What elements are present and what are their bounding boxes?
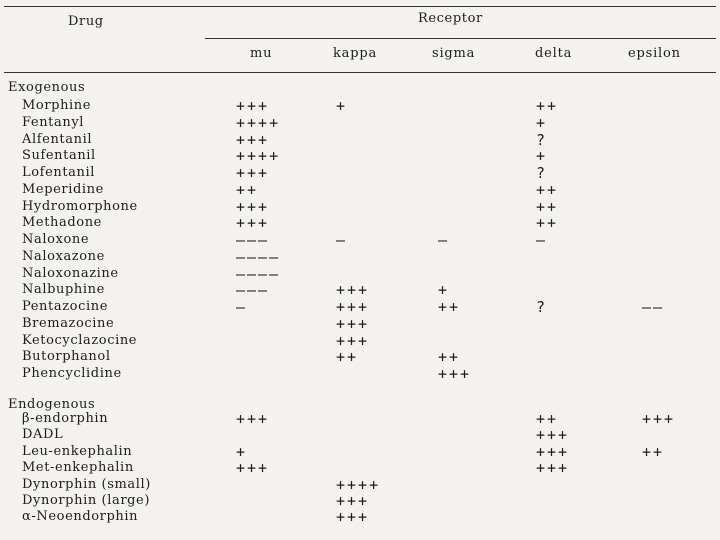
column-header-delta: delta: [535, 46, 573, 61]
cell-delta: +++: [536, 459, 570, 478]
table-row: [0, 98, 720, 115]
drug-name: Met-enkephalin: [22, 460, 134, 476]
drug-name: Bremazocine: [22, 315, 115, 331]
cell-delta: ++: [536, 180, 559, 199]
table-row: [0, 199, 720, 216]
cell-mu: ————: [236, 247, 281, 266]
cell-mu: +++: [236, 164, 270, 182]
cell-epsilon: ——: [642, 298, 665, 316]
drug-name: Fentanyl: [22, 114, 85, 130]
cell-delta: ?: [536, 164, 548, 182]
table-row: [0, 349, 720, 366]
drug-name: Nalbuphine: [22, 282, 105, 298]
cell-kappa: —: [336, 231, 348, 249]
drug-name: Naloxazone: [22, 248, 105, 264]
cell-sigma: ++: [438, 348, 461, 367]
cell-kappa: +++: [336, 281, 370, 300]
cell-mu: —: [236, 298, 248, 316]
drug-name: Naloxonazine: [22, 265, 119, 281]
section-title: Endogenous: [8, 397, 96, 412]
drug-name: Hydromorphone: [22, 198, 138, 214]
cell-mu: +++: [236, 97, 270, 115]
drug-name: Dynorphin (small): [22, 476, 151, 492]
table-row: [0, 165, 720, 182]
table-row: [0, 182, 720, 199]
cell-kappa: +++: [336, 298, 370, 316]
table-row: [0, 299, 720, 316]
cell-sigma: —: [438, 231, 450, 249]
cell-delta: ++: [536, 197, 559, 216]
table-row: [0, 366, 720, 383]
cell-kappa: +: [336, 97, 348, 115]
cell-kappa: +++: [336, 331, 370, 350]
cell-mu: ———: [236, 281, 270, 300]
top-rule: [4, 6, 716, 7]
drug-name: Meperidine: [22, 181, 104, 197]
cell-delta: +++: [536, 426, 570, 445]
drug-name: Ketocyclazocine: [22, 332, 138, 348]
table-row: [0, 148, 720, 165]
drug-name: Lofentanil: [22, 165, 95, 180]
cell-delta: ++: [536, 214, 559, 233]
cell-sigma: ++: [438, 298, 461, 316]
cell-delta: —: [536, 231, 548, 249]
cell-delta: ?: [536, 298, 548, 316]
cell-kappa: ++++: [336, 475, 381, 494]
table-row: [0, 232, 720, 249]
cell-epsilon: +++: [642, 410, 676, 428]
table-row: [0, 316, 720, 333]
drug-name: Morphine: [22, 98, 92, 113]
table-row: [0, 427, 720, 444]
cell-sigma: +: [438, 281, 450, 300]
cell-kappa: +++: [336, 508, 370, 527]
cell-delta: ?: [536, 130, 548, 149]
column-header-mu: mu: [250, 46, 273, 61]
table-row: [0, 215, 720, 232]
drug-column-header: Drug: [68, 14, 104, 29]
table-row: [0, 132, 720, 149]
cell-mu: ++: [236, 180, 259, 199]
column-header-kappa: kappa: [333, 46, 378, 61]
cell-mu: +++: [236, 197, 270, 216]
drug-name: Leu-enkephalin: [22, 443, 133, 459]
column-header-epsilon: epsilon: [628, 46, 681, 61]
table-row: [0, 249, 720, 266]
column-header-sigma: sigma: [432, 46, 476, 61]
receptor-rule: [205, 38, 716, 39]
drug-name: Sufentanil: [22, 148, 96, 164]
drug-name: Pentazocine: [22, 299, 108, 314]
cell-epsilon: ++: [642, 442, 665, 461]
drug-name: Dynorphin (large): [22, 493, 151, 508]
cell-mu: +++: [236, 410, 270, 428]
table-row: [0, 333, 720, 350]
drug-name: α-Neoendorphin: [22, 509, 139, 525]
cell-mu: +: [236, 442, 248, 461]
table-row: [0, 115, 720, 132]
drug-name: Alfentanil: [22, 131, 93, 147]
table-row: [0, 509, 720, 526]
table-row: [0, 444, 720, 461]
cell-sigma: +++: [438, 365, 472, 383]
cell-delta: ++: [536, 410, 559, 428]
table-row: [0, 411, 720, 428]
table-row: [0, 282, 720, 299]
drug-name: Methadone: [22, 215, 102, 231]
cell-delta: +++: [536, 442, 570, 461]
cell-delta: +: [536, 147, 548, 166]
cell-mu: +++: [236, 459, 270, 478]
cell-kappa: ++: [336, 348, 359, 367]
cell-delta: ++: [536, 97, 559, 115]
cell-kappa: +++: [336, 314, 370, 333]
drug-name: Butorphanol: [22, 349, 111, 365]
cell-mu: +++: [236, 130, 270, 149]
drug-name: β-endorphin: [22, 411, 109, 426]
drug-name: Phencyclidine: [22, 366, 122, 381]
drug-name: Naloxone: [22, 232, 90, 247]
section-title: Exogenous: [8, 80, 86, 95]
receptor-group-header: Receptor: [418, 11, 483, 26]
cell-mu: +++: [236, 214, 270, 233]
cell-mu: ———: [236, 231, 270, 249]
cell-mu: ++++: [236, 113, 281, 132]
header-bottom-rule: [4, 72, 716, 73]
cell-mu: ————: [236, 264, 281, 283]
cell-kappa: +++: [336, 492, 370, 510]
cell-delta: +: [536, 113, 548, 132]
cell-mu: ++++: [236, 147, 281, 166]
drug-name: DADL: [22, 427, 64, 443]
table-row: [0, 266, 720, 283]
